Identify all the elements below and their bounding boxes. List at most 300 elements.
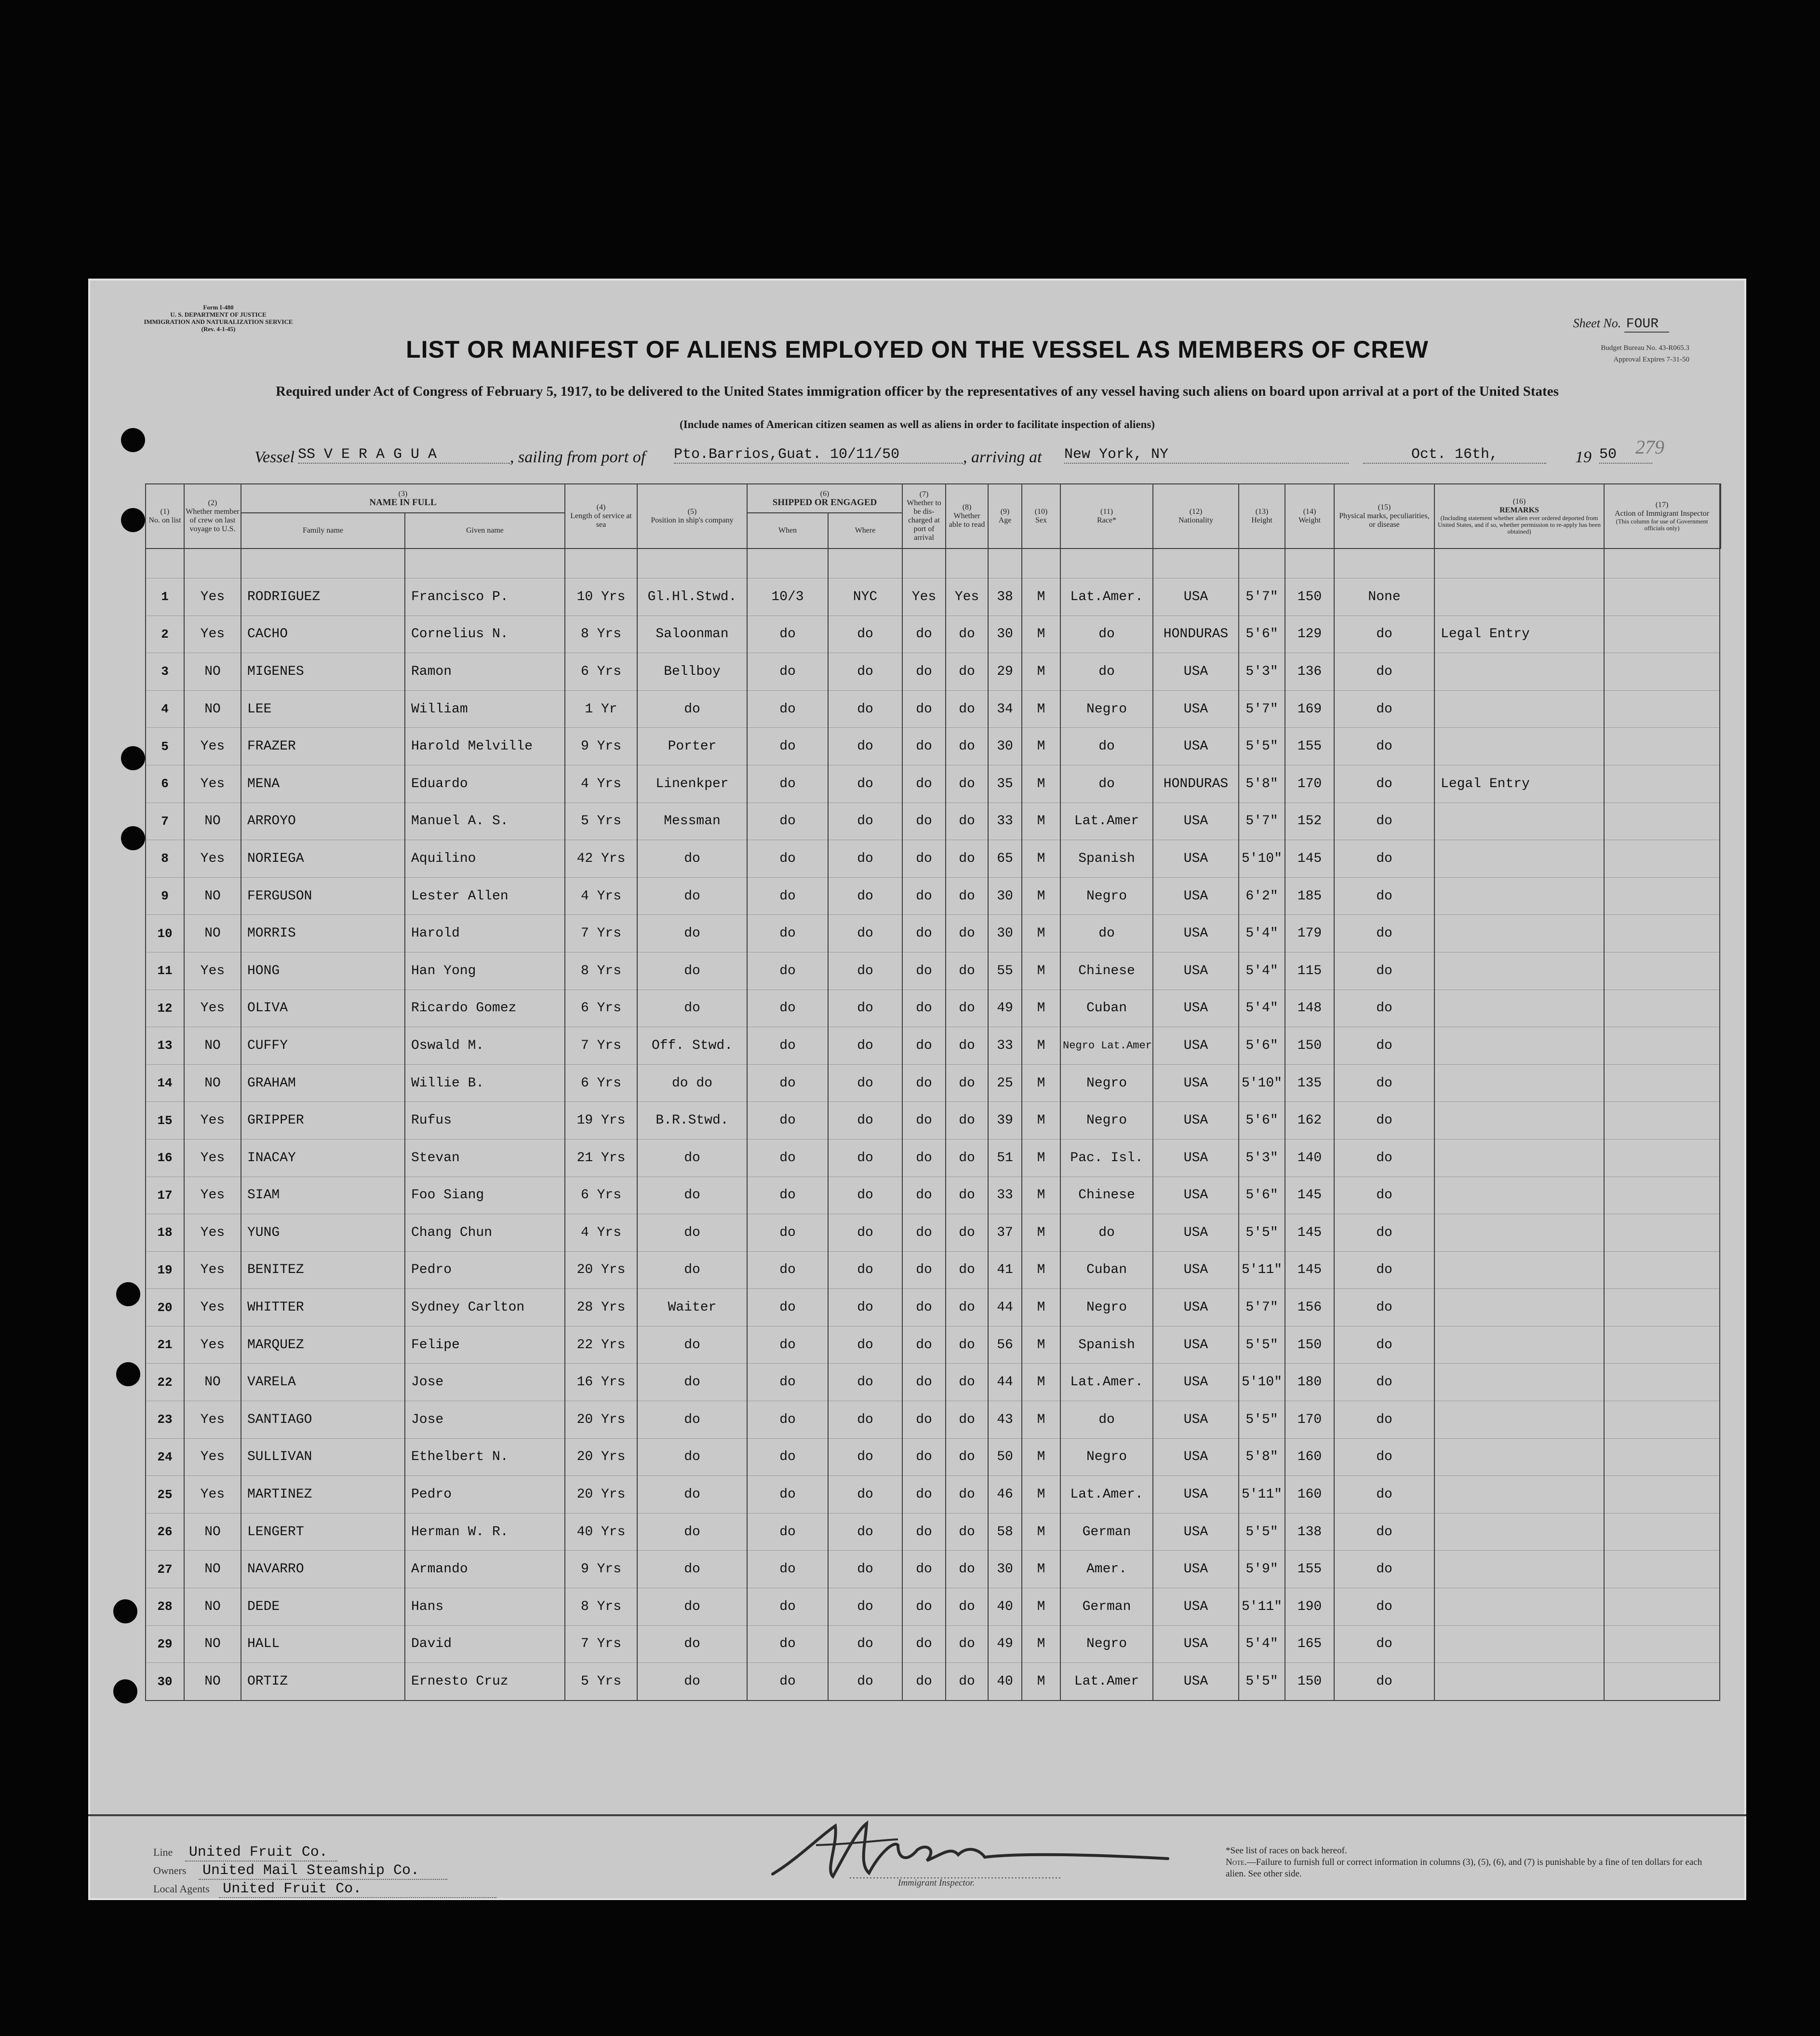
sex: M xyxy=(1022,990,1060,1027)
shipped-when: do xyxy=(747,1289,828,1326)
physical-marks: do xyxy=(1334,840,1434,878)
year-prefix: 19 xyxy=(1575,448,1592,466)
inspector-action xyxy=(1604,1513,1720,1551)
discharge: do xyxy=(902,765,946,803)
row-number: 16 xyxy=(146,1139,184,1177)
shipped-when: do xyxy=(747,1177,828,1214)
prev-voyage: Yes xyxy=(184,1214,241,1252)
shipped-where: do xyxy=(828,990,902,1027)
height: 5'5" xyxy=(1239,1513,1285,1551)
shipped-when: do xyxy=(747,1551,828,1588)
shipped-when: do xyxy=(747,877,828,915)
row-number: 27 xyxy=(146,1551,184,1588)
sex: M xyxy=(1022,952,1060,990)
row-number: 23 xyxy=(146,1401,184,1439)
inspector-label: Immigrant Inspector. xyxy=(898,1878,975,1888)
nationality: USA xyxy=(1153,803,1239,840)
age: 44 xyxy=(988,1364,1022,1401)
service-length: 28 Yrs xyxy=(565,1289,637,1326)
nationality: USA xyxy=(1153,1214,1239,1252)
service-length: 7 Yrs xyxy=(565,915,637,952)
race: Negro xyxy=(1060,1064,1153,1102)
service-length: 9 Yrs xyxy=(565,728,637,765)
shipped-where: do xyxy=(828,915,902,952)
remarks xyxy=(1434,1102,1604,1139)
race: Negro xyxy=(1060,877,1153,915)
sex: M xyxy=(1022,616,1060,653)
inspector-action xyxy=(1604,578,1720,616)
shipped-where: do xyxy=(828,1102,902,1139)
position: Saloonman xyxy=(637,616,747,653)
row-number: 28 xyxy=(146,1588,184,1626)
given-name: Han Yong xyxy=(405,952,565,990)
punch-hole xyxy=(121,746,145,770)
remarks xyxy=(1434,1326,1604,1364)
service-length: 7 Yrs xyxy=(565,1027,637,1065)
position: do xyxy=(637,1663,747,1701)
family-name: SULLIVAN xyxy=(241,1438,405,1476)
given-name: Oswald M. xyxy=(405,1027,565,1065)
race: German xyxy=(1060,1513,1153,1551)
service-length: 8 Yrs xyxy=(565,952,637,990)
physical-marks: do xyxy=(1334,765,1434,803)
discharge: do xyxy=(902,1513,946,1551)
race: Cuban xyxy=(1060,990,1153,1027)
weight: 150 xyxy=(1285,578,1334,616)
remarks xyxy=(1434,840,1604,878)
prev-voyage: Yes xyxy=(184,578,241,616)
age: 40 xyxy=(988,1588,1022,1626)
shipped-where: do xyxy=(828,765,902,803)
position: do xyxy=(637,1177,747,1214)
race: Negro xyxy=(1060,690,1153,728)
service-length: 7 Yrs xyxy=(565,1625,637,1663)
prev-voyage: NO xyxy=(184,1588,241,1626)
shipped-when: do xyxy=(747,1438,828,1476)
position: Porter xyxy=(637,728,747,765)
sex: M xyxy=(1022,653,1060,691)
family-name: DEDE xyxy=(241,1588,405,1626)
race: Lat.Amer. xyxy=(1060,578,1153,616)
nationality: USA xyxy=(1153,1177,1239,1214)
prev-voyage: NO xyxy=(184,1625,241,1663)
shipped-when: do xyxy=(747,1251,828,1289)
races-note: *See list of races on back hereof. xyxy=(1226,1846,1347,1856)
discharge: do xyxy=(902,653,946,691)
given-name: Willie B. xyxy=(405,1064,565,1102)
agents-row xyxy=(153,1881,496,1898)
able-to-read: do xyxy=(946,1251,988,1289)
physical-marks: do xyxy=(1334,915,1434,952)
shipped-where: do xyxy=(828,1139,902,1177)
physical-marks: do xyxy=(1334,1027,1434,1065)
physical-marks: do xyxy=(1334,1588,1434,1626)
sailing-label: , sailing from port of xyxy=(510,448,646,466)
shipped-when: do xyxy=(747,1513,828,1551)
weight: 165 xyxy=(1285,1625,1334,1663)
weight: 169 xyxy=(1285,690,1334,728)
inspector-action xyxy=(1604,1364,1720,1401)
shipped-when: do xyxy=(747,1027,828,1065)
nationality: USA xyxy=(1153,1438,1239,1476)
race: Chinese xyxy=(1060,1177,1153,1214)
prev-voyage: Yes xyxy=(184,1326,241,1364)
discharge: do xyxy=(902,1588,946,1626)
discharge: do xyxy=(902,990,946,1027)
weight: 162 xyxy=(1285,1102,1334,1139)
weight: 148 xyxy=(1285,990,1334,1027)
race: Negro xyxy=(1060,1438,1153,1476)
crew-row xyxy=(146,1438,1721,1476)
shipped-when: do xyxy=(747,1625,828,1663)
service-length: 8 Yrs xyxy=(565,1588,637,1626)
family-name: SIAM xyxy=(241,1177,405,1214)
sex: M xyxy=(1022,1064,1060,1102)
family-name: CUFFY xyxy=(241,1027,405,1065)
given-name: Rufus xyxy=(405,1102,565,1139)
shipped-when: do xyxy=(747,728,828,765)
height: 5'11" xyxy=(1239,1588,1285,1626)
race: do xyxy=(1060,653,1153,691)
race: Lat.Amer xyxy=(1060,803,1153,840)
given-name: Armando xyxy=(405,1551,565,1588)
manifest-sheet xyxy=(88,279,1746,1900)
race: Lat.Amer. xyxy=(1060,1476,1153,1514)
discharge: do xyxy=(902,915,946,952)
row-number: 13 xyxy=(146,1027,184,1065)
age: 65 xyxy=(988,840,1022,878)
family-name: MIGENES xyxy=(241,653,405,691)
inspector-action xyxy=(1604,1102,1720,1139)
nationality: USA xyxy=(1153,1064,1239,1102)
prev-voyage: Yes xyxy=(184,765,241,803)
sex: M xyxy=(1022,1326,1060,1364)
discharge: do xyxy=(902,1438,946,1476)
service-length: 6 Yrs xyxy=(565,1177,637,1214)
sex: M xyxy=(1022,765,1060,803)
line-label: Line xyxy=(153,1846,173,1858)
sex: M xyxy=(1022,1625,1060,1663)
sex: M xyxy=(1022,1663,1060,1701)
shipped-when: do xyxy=(747,915,828,952)
family-name: MORRIS xyxy=(241,915,405,952)
discharge: do xyxy=(902,1251,946,1289)
able-to-read: do xyxy=(946,1663,988,1701)
nationality: USA xyxy=(1153,1139,1239,1177)
given-name: Sydney Carlton xyxy=(405,1289,565,1326)
age: 34 xyxy=(988,690,1022,728)
col-height-header: (13) Height xyxy=(1239,484,1285,549)
race: Spanish xyxy=(1060,1326,1153,1364)
prev-voyage: Yes xyxy=(184,1438,241,1476)
agents-value: United Fruit Co. xyxy=(219,1881,496,1898)
remarks xyxy=(1434,1401,1604,1439)
crew-row xyxy=(146,1289,1721,1326)
age: 46 xyxy=(988,1476,1022,1514)
sex: M xyxy=(1022,1289,1060,1326)
age: 40 xyxy=(988,1663,1022,1701)
weight: 150 xyxy=(1285,1027,1334,1065)
position: Gl.Hl.Stwd. xyxy=(637,578,747,616)
service-length: 8 Yrs xyxy=(565,616,637,653)
able-to-read: do xyxy=(946,1588,988,1626)
position: Bellboy xyxy=(637,653,747,691)
family-name: GRIPPER xyxy=(241,1102,405,1139)
inspector-action xyxy=(1604,616,1720,653)
race: German xyxy=(1060,1588,1153,1626)
row-number: 30 xyxy=(146,1663,184,1701)
age: 29 xyxy=(988,653,1022,691)
col-weight-header: (14) Weight xyxy=(1285,484,1334,549)
height: 5'11" xyxy=(1239,1251,1285,1289)
crew-row xyxy=(146,1064,1721,1102)
height: 5'10" xyxy=(1239,1364,1285,1401)
shipped-where: do xyxy=(828,1401,902,1439)
height: 5'4" xyxy=(1239,990,1285,1027)
nationality: HONDURAS xyxy=(1153,616,1239,653)
inspector-action xyxy=(1604,1064,1720,1102)
height: 5'4" xyxy=(1239,952,1285,990)
inspector-action xyxy=(1604,1139,1720,1177)
nationality: USA xyxy=(1153,990,1239,1027)
physical-marks: do xyxy=(1334,1289,1434,1326)
family-name: SANTIAGO xyxy=(241,1401,405,1439)
inspector-action xyxy=(1604,1177,1720,1214)
inspector-action xyxy=(1604,653,1720,691)
prev-voyage: Yes xyxy=(184,1251,241,1289)
family-name: MARTINEZ xyxy=(241,1476,405,1514)
vessel-name: SS V E R A G U A xyxy=(298,446,510,464)
inspector-action xyxy=(1604,1551,1720,1588)
nationality: USA xyxy=(1153,1625,1239,1663)
shipped-when: do xyxy=(747,1401,828,1439)
family-name: FERGUSON xyxy=(241,877,405,915)
service-length: 6 Yrs xyxy=(565,1064,637,1102)
nationality: USA xyxy=(1153,1476,1239,1514)
height: 5'7" xyxy=(1239,690,1285,728)
row-number: 15 xyxy=(146,1102,184,1139)
inspector-signature xyxy=(753,1816,1178,1884)
row-number: 8 xyxy=(146,840,184,878)
prev-voyage: NO xyxy=(184,1364,241,1401)
sex: M xyxy=(1022,1551,1060,1588)
race: Negro xyxy=(1060,1289,1153,1326)
col-where-header: Where xyxy=(828,513,902,549)
family-name: NORIEGA xyxy=(241,840,405,878)
crew-row xyxy=(146,690,1721,728)
row-number: 25 xyxy=(146,1476,184,1514)
remarks xyxy=(1434,803,1604,840)
given-name: William xyxy=(405,690,565,728)
remarks xyxy=(1434,1027,1604,1065)
sheet-number xyxy=(1573,316,1669,332)
remarks xyxy=(1434,1139,1604,1177)
remarks xyxy=(1434,728,1604,765)
remarks xyxy=(1434,1588,1604,1626)
row-number: 9 xyxy=(146,877,184,915)
arrival-year: 50 xyxy=(1599,446,1652,464)
crew-row xyxy=(146,1663,1721,1701)
remarks: Legal Entry xyxy=(1434,765,1604,803)
row-number: 4 xyxy=(146,690,184,728)
position: Messman xyxy=(637,803,747,840)
crew-row xyxy=(146,1326,1721,1364)
remarks xyxy=(1434,990,1604,1027)
weight: 152 xyxy=(1285,803,1334,840)
service-length: 20 Yrs xyxy=(565,1401,637,1439)
family-name: LEE xyxy=(241,690,405,728)
shipped-where: do xyxy=(828,1364,902,1401)
family-name: WHITTER xyxy=(241,1289,405,1326)
remarks xyxy=(1434,1214,1604,1252)
inspector-action xyxy=(1604,1289,1720,1326)
shipped-where: do xyxy=(828,1438,902,1476)
nationality: USA xyxy=(1153,952,1239,990)
crew-row xyxy=(146,1588,1721,1626)
nationality: USA xyxy=(1153,1401,1239,1439)
service-length: 5 Yrs xyxy=(565,803,637,840)
discharge: do xyxy=(902,1663,946,1701)
physical-marks: do xyxy=(1334,1551,1434,1588)
prev-voyage: NO xyxy=(184,1551,241,1588)
crew-manifest-table xyxy=(145,483,1721,1701)
crew-row xyxy=(146,1476,1721,1514)
weight: 136 xyxy=(1285,653,1334,691)
race: Negro xyxy=(1060,1102,1153,1139)
weight: 160 xyxy=(1285,1438,1334,1476)
service-length: 4 Yrs xyxy=(565,765,637,803)
punch-hole xyxy=(116,1282,140,1306)
able-to-read: do xyxy=(946,765,988,803)
footer xyxy=(88,1814,1746,1902)
position: do xyxy=(637,1476,747,1514)
col-family-name-header: Family name xyxy=(241,513,405,549)
crew-row xyxy=(146,653,1721,691)
inspector-action xyxy=(1604,1588,1720,1626)
position: Waiter xyxy=(637,1289,747,1326)
shipped-where: do xyxy=(828,1064,902,1102)
nationality: USA xyxy=(1153,1588,1239,1626)
line-row xyxy=(153,1844,337,1862)
position: do xyxy=(637,952,747,990)
service-length: 5 Yrs xyxy=(565,1663,637,1701)
age: 33 xyxy=(988,1177,1022,1214)
remarks xyxy=(1434,690,1604,728)
vessel-label: Vessel xyxy=(254,448,295,466)
family-name: RODRIGUEZ xyxy=(241,578,405,616)
able-to-read: do xyxy=(946,1214,988,1252)
inspector-action xyxy=(1604,690,1720,728)
nationality: USA xyxy=(1153,1364,1239,1401)
agents-label: Local Agents xyxy=(153,1883,210,1895)
inspector-action xyxy=(1604,1326,1720,1364)
race: Cuban xyxy=(1060,1251,1153,1289)
shipped-where: do xyxy=(828,1214,902,1252)
shipped-when: do xyxy=(747,690,828,728)
inspector-action xyxy=(1604,1214,1720,1252)
physical-marks: do xyxy=(1334,1364,1434,1401)
prev-voyage: Yes xyxy=(184,1139,241,1177)
inspector-action xyxy=(1604,1476,1720,1514)
inspector-action xyxy=(1604,877,1720,915)
departure-port: Pto.Barrios,Guat. 10/11/50 xyxy=(674,446,963,464)
position: do xyxy=(637,1438,747,1476)
able-to-read: do xyxy=(946,1064,988,1102)
race: Spanish xyxy=(1060,840,1153,878)
row-number: 18 xyxy=(146,1214,184,1252)
crew-row xyxy=(146,1102,1721,1139)
prev-voyage: NO xyxy=(184,1064,241,1102)
col-read-header: (8) Whether able to read xyxy=(946,484,988,549)
discharge: do xyxy=(902,1364,946,1401)
remarks xyxy=(1434,877,1604,915)
discharge: do xyxy=(902,1476,946,1514)
prev-voyage: NO xyxy=(184,1513,241,1551)
sheet-label: Sheet No. xyxy=(1573,316,1621,330)
sex: M xyxy=(1022,1476,1060,1514)
approval-expiry: Approval Expires 7-31-50 xyxy=(1613,356,1689,363)
service-length: 20 Yrs xyxy=(565,1476,637,1514)
age: 51 xyxy=(988,1139,1022,1177)
service-length: 4 Yrs xyxy=(565,1214,637,1252)
given-name: Herman W. R. xyxy=(405,1513,565,1551)
discharge: do xyxy=(902,690,946,728)
remarks xyxy=(1434,1289,1604,1326)
service-length: 19 Yrs xyxy=(565,1102,637,1139)
discharge: do xyxy=(902,1214,946,1252)
physical-marks: do xyxy=(1334,952,1434,990)
shipped-where: do xyxy=(828,1588,902,1626)
family-name: INACAY xyxy=(241,1139,405,1177)
race: Amer. xyxy=(1060,1551,1153,1588)
line-value: United Fruit Co. xyxy=(185,1844,337,1862)
weight: 190 xyxy=(1285,1588,1334,1626)
race: do xyxy=(1060,728,1153,765)
weight: 155 xyxy=(1285,728,1334,765)
weight: 156 xyxy=(1285,1289,1334,1326)
col-no-header: (1) No. on list xyxy=(146,484,184,549)
inspector-action xyxy=(1604,1027,1720,1065)
height: 5'5" xyxy=(1239,1663,1285,1701)
age: 25 xyxy=(988,1064,1022,1102)
row-number: 17 xyxy=(146,1177,184,1214)
remarks xyxy=(1434,653,1604,691)
given-name: Ricardo Gomez xyxy=(405,990,565,1027)
prev-voyage: NO xyxy=(184,877,241,915)
remarks xyxy=(1434,1513,1604,1551)
able-to-read: do xyxy=(946,990,988,1027)
able-to-read: do xyxy=(946,1476,988,1514)
nationality: USA xyxy=(1153,1027,1239,1065)
department: U. S. DEPARTMENT OF JUSTICE xyxy=(170,311,267,318)
age: 33 xyxy=(988,803,1022,840)
age: 39 xyxy=(988,1102,1022,1139)
age: 44 xyxy=(988,1289,1022,1326)
crew-row xyxy=(146,1551,1721,1588)
service-length: 6 Yrs xyxy=(565,990,637,1027)
given-name: Jose xyxy=(405,1401,565,1439)
given-name: Harold Melville xyxy=(405,728,565,765)
remarks xyxy=(1434,1476,1604,1514)
remarks xyxy=(1434,952,1604,990)
nationality: USA xyxy=(1153,1102,1239,1139)
shipped-where: do xyxy=(828,1251,902,1289)
page-mark: 279 xyxy=(1635,436,1664,458)
crew-row xyxy=(146,1027,1721,1065)
service-length: 10 Yrs xyxy=(565,578,637,616)
discharge: do xyxy=(902,840,946,878)
crew-row xyxy=(146,1177,1721,1214)
